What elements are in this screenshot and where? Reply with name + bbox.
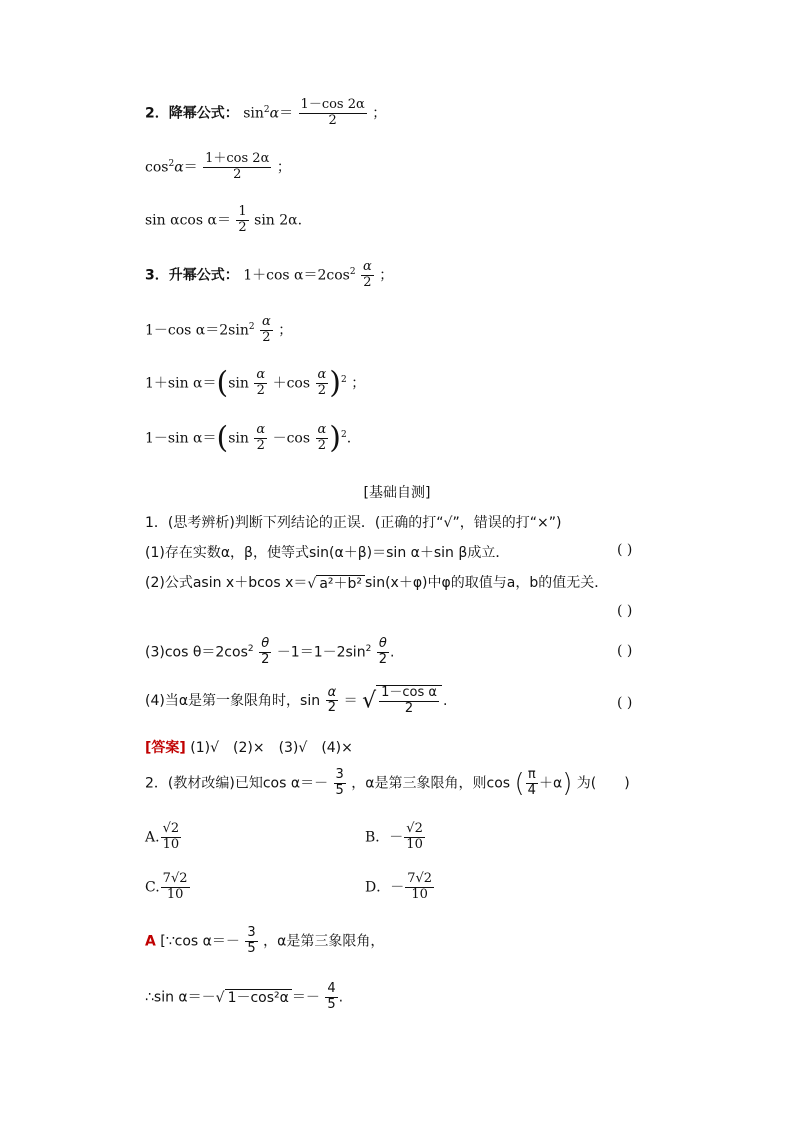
answer-paren-2: ( ) (617, 603, 633, 619)
fraction: $\frac{7√2}{10}$ (162, 871, 188, 902)
answer-paren-1: ( ) (617, 542, 633, 558)
f2-line: 1－cos $\alpha=2\sin^2$ $\frac{\alpha}{2}$ ； (145, 314, 293, 345)
solution-line1: A [∵cos α＝－ $\frac{3}{5}$ ，α是第三象限角， (145, 925, 385, 956)
answer-paren-4: ( ) (617, 695, 633, 711)
answer-paren-3: ( ) (617, 643, 633, 659)
option-a: A. $\frac{√2}{10}$ (145, 821, 180, 852)
option-d: D．－ $\frac{7√2}{10}$ (365, 871, 433, 902)
q1-item2: (2)公式asin x＋bcos x＝√ a²＋b² sin(x＋φ)中φ的取值与a，b的值无关． (145, 575, 609, 592)
fraction: $\frac{4}{5}$ (327, 981, 336, 1012)
sec2-line: 2．降幂公式： $\sin^2\alpha=$ $\frac{1-\cos 2\alpha}{2}$ ； (145, 97, 387, 128)
q1-item3: (3)cos $\theta=2\cos^2$ $\frac{\theta}{2}$ $-1=1-2\sin^2$ $\frac{\theta}{2}$ . (145, 636, 395, 667)
f3-line: 1＋sin α＝(sin $\frac{\alpha}{2}$ ＋cos $\frac{\alpha}{2}$ )$^2$ ； (145, 365, 366, 401)
q1-item4: (4)当α是第一象限角时，sin $\frac{\alpha}{2}$ ＝ √ $\frac{\text{1－cos α}}{2}$ . (145, 684, 448, 716)
section-title: [基础自测] (363, 485, 431, 501)
fraction: $\frac{√2}{10}$ (162, 821, 180, 852)
fraction: $\frac{\theta}{2}$ (378, 636, 388, 667)
solution-letter: A (145, 933, 156, 950)
fraction: $\frac{\alpha}{2}$ (262, 314, 271, 345)
solution-line2: ∴sin α＝－√ 1－cos²α ＝－ $\frac{4}{5}$ . (145, 981, 344, 1012)
fraction: $\frac{\alpha}{2}$ (363, 259, 372, 290)
q2-stem: 2．(教材改编)已知cos α＝－ $\frac{3}{5}$ ，α是第三象限角，则cos ( $\frac{\pi}{4}$ ＋α) 为( ) (145, 767, 630, 799)
fraction: $\frac{\pi}{4}$ (527, 767, 536, 798)
fraction: $\frac{7√2}{10}$ (407, 871, 433, 902)
fraction: $\frac{\alpha}{2}$ (317, 422, 327, 453)
fraction: $\frac{\alpha}{2}$ (256, 367, 266, 398)
q1-item1: (1)存在实数α，β，使等式sin(α＋β)＝sin α＋sin β成立． (145, 545, 510, 561)
fraction: $\frac{1+\cos 2\alpha}{2}$ (205, 151, 270, 182)
fraction: $\frac{\alpha}{2}$ (327, 684, 337, 716)
sqrt: √ $\frac{\text{1－cos α}}{2}$ (362, 685, 443, 717)
fraction: $\frac{1}{2}$ (238, 204, 247, 235)
option-b: B．－ $\frac{√2}{10}$ (365, 821, 423, 852)
f4-line: 1－sin α＝(sin $\frac{\alpha}{2}$ －cos $\frac{\alpha}{2}$ )$^2$. (145, 420, 352, 456)
fraction: $\frac{3}{5}$ (335, 767, 344, 798)
q1-stem: 1．(思考辨析)判断下列结论的正误．(正确的打“√”，错误的打“×”) (145, 515, 562, 531)
cos2-line: $\cos^2\alpha=$ $\frac{1+\cos 2\alpha}{2}$ ； (145, 151, 291, 182)
sec3-line: 3．升幂公式： 1＋cos $\alpha=2\cos^2$ $\frac{\alpha}{2}$ ； (145, 259, 394, 290)
sqrt: √ a²＋b² (307, 573, 365, 593)
fraction: $\frac{\alpha}{2}$ (317, 367, 327, 398)
fraction: $\frac{\alpha}{2}$ (256, 422, 266, 453)
fraction: $\frac{1-\cos 2\alpha}{2}$ (300, 97, 365, 128)
answer-label: [答案] (145, 740, 186, 756)
sqrt: √ 1－cos²α (216, 987, 292, 1007)
sec3-heading: 3．升幂公式： (145, 267, 239, 284)
answer-line: [答案] (1)√ (2)× (3)√ (4)× (145, 740, 353, 756)
sec2-heading: 2．降幂公式： (145, 105, 239, 122)
fraction: $\frac{√2}{10}$ (406, 821, 423, 852)
sincos-line: sin αcos α＝ $\frac{1}{2}$ sin 2α. (145, 204, 303, 235)
fraction: $\frac{\theta}{2}$ (261, 636, 270, 667)
fraction: $\frac{3}{5}$ (247, 925, 256, 956)
option-c: C. $\frac{7√2}{10}$ (145, 871, 188, 902)
